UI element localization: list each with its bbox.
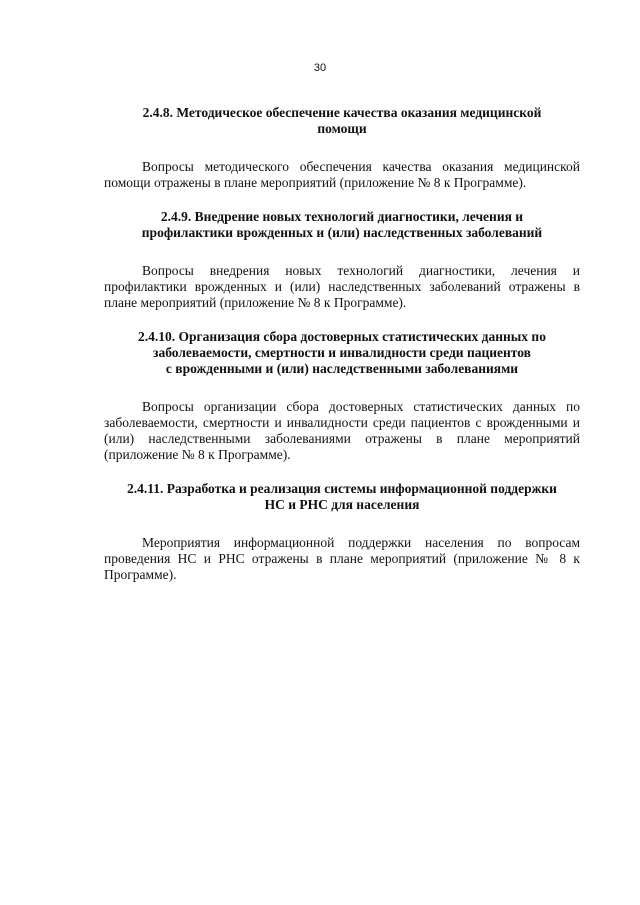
section-2-4-9 bbox=[104, 209, 580, 311]
page-content bbox=[104, 105, 580, 583]
section-paragraph: Вопросы внедрения новых технологий диагностики, лечения и профилактики врожденных и (или) наследственных заболеваний отражены в плане мероприятий (приложение № 8 к Программе). bbox=[104, 263, 580, 310]
section-2-4-8 bbox=[104, 105, 580, 191]
section-paragraph: Вопросы методического обеспечения качества оказания медицинской помощи отражены в плане мероприятий (приложение № 8 к Программе). bbox=[104, 159, 580, 190]
heading-line: заболеваемости, смертности и инвалидности среди пациентов bbox=[153, 345, 531, 360]
heading-line: НС и РНС для населения bbox=[264, 497, 420, 512]
section-paragraph: Мероприятия информационной поддержки населения по вопросам проведения НС и РНС отражены в плане мероприятий (приложение № 8 к Программе). bbox=[104, 535, 580, 582]
heading-line: помощи bbox=[317, 121, 367, 136]
section-2-4-10 bbox=[104, 329, 580, 463]
section-heading bbox=[104, 209, 580, 241]
section-paragraph: Вопросы организации сбора достоверных статистических данных по заболеваемости, смертности и инвалидности среди пациентов с врожденными и (или) наследственными заболеваниями отражены в плане мероприятий (приложение № 8 к Программе). bbox=[104, 399, 580, 462]
section-heading bbox=[104, 329, 580, 377]
heading-line: 2.4.8. Методическое обеспечение качества оказания медицинской bbox=[142, 105, 542, 120]
section-2-4-11 bbox=[104, 481, 580, 583]
section-heading bbox=[104, 105, 580, 137]
section-heading bbox=[104, 481, 580, 513]
page-number: 30 bbox=[313, 62, 327, 74]
heading-line: 2.4.9. Внедрение новых технологий диагностики, лечения и bbox=[160, 209, 524, 224]
heading-line: 2.4.10. Организация сбора достоверных статистических данных по bbox=[138, 329, 546, 344]
heading-line: профилактики врожденных и (или) наследственных заболеваний bbox=[141, 225, 543, 240]
heading-line: с врожденными и (или) наследственными заболеваниями bbox=[165, 361, 519, 376]
heading-line: 2.4.11. Разработка и реализация системы информационной поддержки bbox=[127, 481, 557, 496]
